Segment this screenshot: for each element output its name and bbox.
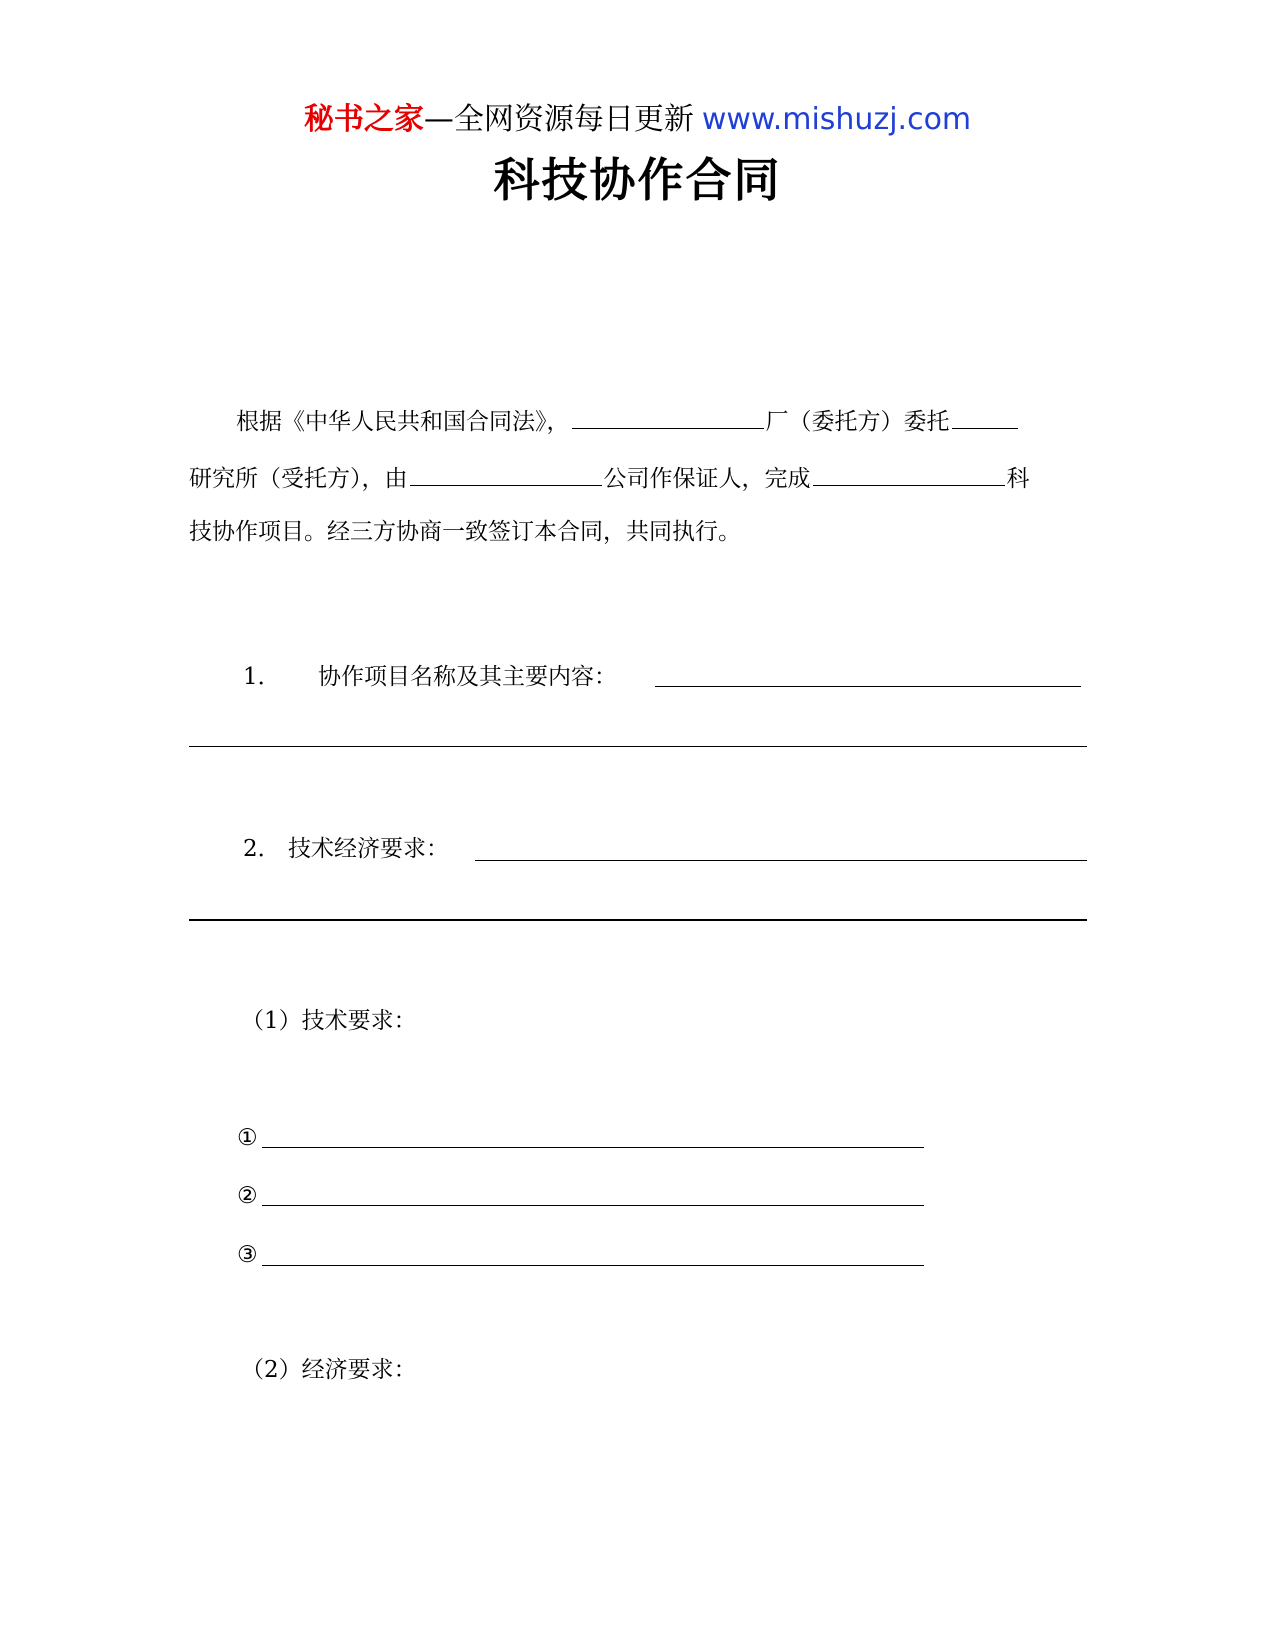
section-2-continuation-blank[interactable] bbox=[189, 919, 1087, 921]
site-url-link[interactable]: www.mishuzj.com bbox=[701, 102, 972, 137]
research-institute-blank[interactable] bbox=[952, 402, 1018, 429]
preamble-text: 研究所（受托方），由 bbox=[189, 466, 408, 492]
item-marker-3: ③ bbox=[237, 1242, 258, 1268]
economic-requirements-heading: （2）经济要求： bbox=[241, 1357, 417, 1383]
section-1-blank[interactable] bbox=[655, 686, 1081, 687]
section-2-blank[interactable] bbox=[475, 860, 1087, 861]
project-name-blank[interactable] bbox=[813, 459, 1005, 486]
item-marker-1: ① bbox=[237, 1125, 258, 1151]
document-title: 科技协作合同 bbox=[493, 153, 782, 207]
preamble-line-2 bbox=[189, 459, 1030, 495]
section-2-number: 2． bbox=[243, 836, 281, 862]
technical-requirements-heading: （1）技术要求： bbox=[241, 1008, 417, 1034]
client-factory-blank[interactable] bbox=[572, 402, 764, 429]
preamble-text: 公司作保证人，完成 bbox=[603, 466, 811, 492]
preamble-text: 科 bbox=[1006, 466, 1030, 492]
section-1-continuation-blank[interactable] bbox=[189, 746, 1087, 747]
section-1-number: 1． bbox=[243, 664, 281, 690]
guarantor-company-blank[interactable] bbox=[410, 459, 602, 486]
item-marker-2: ② bbox=[237, 1183, 258, 1209]
technical-requirement-blank-2[interactable] bbox=[262, 1205, 924, 1206]
site-header bbox=[0, 100, 1275, 140]
technical-requirement-blank-3[interactable] bbox=[262, 1265, 924, 1266]
section-1-label: 协作项目名称及其主要内容： bbox=[318, 664, 617, 690]
brand-name: 秘书之家 bbox=[303, 102, 424, 137]
preamble-text: 厂（委托方）委托 bbox=[765, 409, 950, 435]
header-slogan: —全网资源每日更新 bbox=[423, 102, 694, 137]
preamble-line-3: 技协作项目。经三方协商一致签订本合同，共同执行。 bbox=[189, 519, 741, 545]
technical-requirement-blank-1[interactable] bbox=[262, 1147, 924, 1148]
preamble-line-1 bbox=[236, 402, 1020, 438]
preamble-text: 根据《中华人民共和国合同法》， bbox=[236, 409, 570, 435]
section-2-label: 技术经济要求： bbox=[288, 836, 449, 862]
